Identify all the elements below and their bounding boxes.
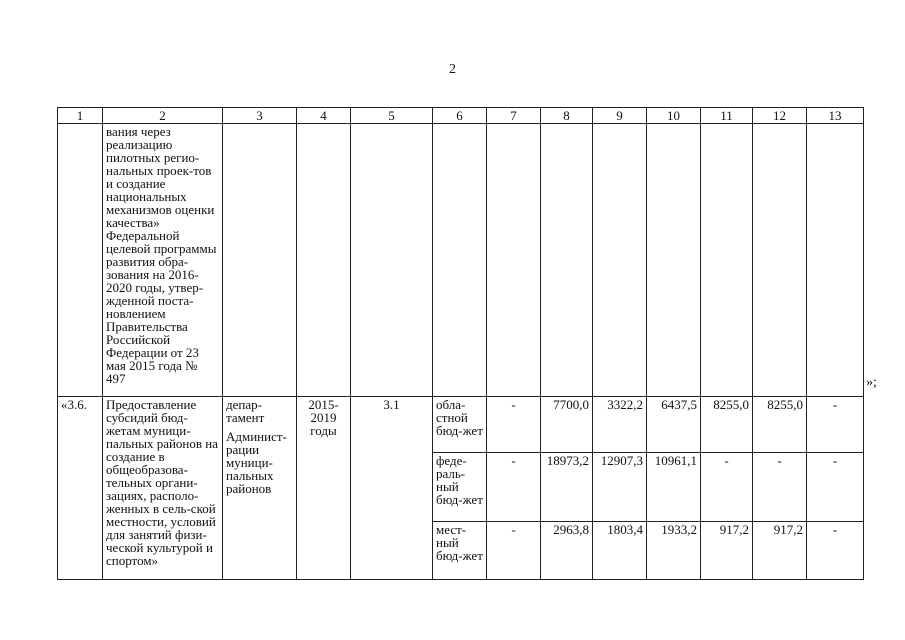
cell-empty xyxy=(297,124,351,397)
table-row xyxy=(58,397,864,453)
source-name: мест-ный бюд-жет xyxy=(433,522,487,580)
executor-line: Админист-рации муници-пальных районов xyxy=(226,429,287,496)
cell-empty xyxy=(807,124,864,397)
cell-empty xyxy=(647,124,701,397)
header-cell: 9 xyxy=(593,108,647,124)
continuation-row xyxy=(58,124,864,397)
cell-empty xyxy=(433,124,487,397)
cell-empty xyxy=(593,124,647,397)
header-cell: 5 xyxy=(351,108,433,124)
value-cell: 2963,8 xyxy=(541,522,593,580)
program-table xyxy=(57,107,864,580)
header-cell: 6 xyxy=(433,108,487,124)
value-cell: 917,2 xyxy=(701,522,753,580)
cell-empty xyxy=(701,124,753,397)
value-cell: - xyxy=(807,522,864,580)
value-cell: - xyxy=(807,453,864,522)
value-cell: - xyxy=(701,453,753,522)
continuation-text: вания через реализацию пилотных регио-нальных проек-тов и создание национальных механизмов оценки качества» Федеральной целевой программы развития обра-зования на 2016-2020 годы, утвер-жденной поста-новлением Правительства Российской Федерации от 23 мая 2015 года № 497 xyxy=(103,124,223,397)
header-cell: 13 xyxy=(807,108,864,124)
value-cell: 1803,4 xyxy=(593,522,647,580)
value-cell: - xyxy=(753,453,807,522)
item-indicator: 3.1 xyxy=(351,397,433,580)
value-cell: 7700,0 xyxy=(541,397,593,453)
source-name: обла-стной бюд-жет xyxy=(433,397,487,453)
cell-empty xyxy=(541,124,593,397)
header-cell: 12 xyxy=(753,108,807,124)
value-cell: - xyxy=(487,522,541,580)
cell-empty xyxy=(58,124,103,397)
value-cell: - xyxy=(487,453,541,522)
header-row xyxy=(58,108,864,124)
header-cell: 8 xyxy=(541,108,593,124)
item-number: «3.6. xyxy=(58,397,103,580)
header-cell: 10 xyxy=(647,108,701,124)
value-cell: 12907,3 xyxy=(593,453,647,522)
header-cell: 7 xyxy=(487,108,541,124)
closing-quote-mark: »; xyxy=(866,375,877,390)
header-cell: 3 xyxy=(223,108,297,124)
value-cell: 6437,5 xyxy=(647,397,701,453)
item-description: Предоставление субсидий бюд-жетам муници-пальных районов на создание в общеобразова-тельных органи-зациях, располо-женных в сель-ской местности, условий для занятий физи-ческой культурой и спортом» xyxy=(103,397,223,580)
page-number: 2 xyxy=(449,62,456,77)
executor-line: депар-тамент xyxy=(226,397,265,425)
header-cell: 11 xyxy=(701,108,753,124)
value-cell: 8255,0 xyxy=(753,397,807,453)
header-cell: 1 xyxy=(58,108,103,124)
value-cell: 1933,2 xyxy=(647,522,701,580)
header-cell: 4 xyxy=(297,108,351,124)
value-cell: - xyxy=(487,397,541,453)
item-executor xyxy=(223,397,297,580)
value-cell: 917,2 xyxy=(753,522,807,580)
value-cell: - xyxy=(807,397,864,453)
value-cell: 10961,1 xyxy=(647,453,701,522)
cell-empty xyxy=(487,124,541,397)
source-name: феде-раль-ный бюд-жет xyxy=(433,453,487,522)
value-cell: 3322,2 xyxy=(593,397,647,453)
cell-empty xyxy=(223,124,297,397)
cell-empty xyxy=(351,124,433,397)
value-cell: 18973,2 xyxy=(541,453,593,522)
item-period: 2015-2019 годы xyxy=(297,397,351,580)
value-cell: 8255,0 xyxy=(701,397,753,453)
cell-empty xyxy=(753,124,807,397)
header-cell: 2 xyxy=(103,108,223,124)
